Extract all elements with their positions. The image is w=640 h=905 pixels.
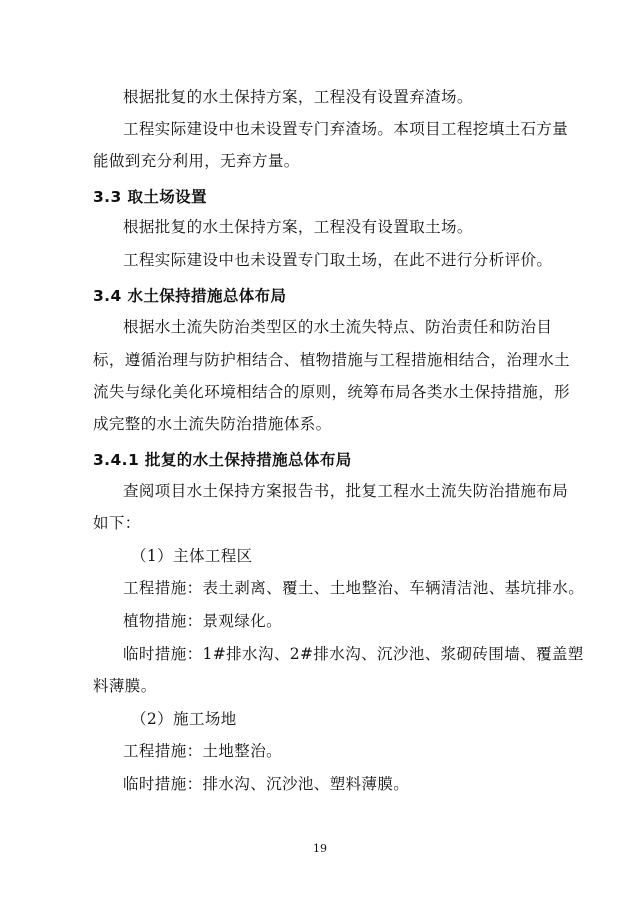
paragraph-line: 工程实际建设中也未设置专门弃渣场。本项目工程挖填土石方量 bbox=[123, 120, 569, 138]
paragraph-line: 工程实际建设中也未设置专门取土场，在此不进行分析评价。 bbox=[123, 251, 553, 269]
paragraph-line: 标，遵循治理与防护相结合、植物措施与工程措施相结合，治理水土 bbox=[93, 351, 571, 369]
subsection-label: （1）主体工程区 bbox=[131, 547, 253, 565]
paragraph-line: 如下： bbox=[93, 514, 141, 532]
paragraph-line: 根据批复的水土保持方案，工程没有设置取土场。 bbox=[123, 218, 473, 236]
page-number: 19 bbox=[313, 842, 327, 855]
paragraph-line: 查阅项目水土保持方案报告书，批复工程水土流失防治措施布局 bbox=[123, 482, 569, 500]
paragraph-line: 能做到充分利用，无弃方量。 bbox=[93, 152, 300, 170]
subsection-label: （2）施工场地 bbox=[131, 710, 237, 728]
section-heading-3-4: 3.4 水土保持措施总体布局 bbox=[93, 287, 287, 305]
paragraph-line: 成完整的水土流失防治措施体系。 bbox=[93, 415, 332, 433]
paragraph-line: 料薄膜。 bbox=[93, 677, 157, 695]
paragraph-line: 根据批复的水土保持方案，工程没有设置弃渣场。 bbox=[123, 88, 473, 106]
paragraph-line: 临时措施：1#排水沟、2#排水沟、沉沙池、浆砌砖围墙、覆盖塑 bbox=[123, 645, 584, 663]
paragraph-line: 流失与绿化美化环境相结合的原则，统筹布局各类水土保持措施，形 bbox=[93, 383, 571, 401]
paragraph-line: 根据水土流失防治类型区的水土流失特点、防治责任和防治目 bbox=[123, 318, 553, 336]
paragraph-line: 工程措施：表土剥离、覆土、土地整治、车辆清洁池、基坑排水。 bbox=[123, 579, 585, 597]
paragraph-line: 临时措施：排水沟、沉沙池、塑料薄膜。 bbox=[123, 775, 410, 793]
section-heading-3-3: 3.3 取土场设置 bbox=[93, 188, 207, 206]
paragraph-line: 工程措施：土地整治。 bbox=[123, 742, 283, 760]
section-heading-3-4-1: 3.4.1 批复的水土保持措施总体布局 bbox=[93, 451, 352, 469]
paragraph-line: 植物措施：景观绿化。 bbox=[123, 612, 283, 630]
